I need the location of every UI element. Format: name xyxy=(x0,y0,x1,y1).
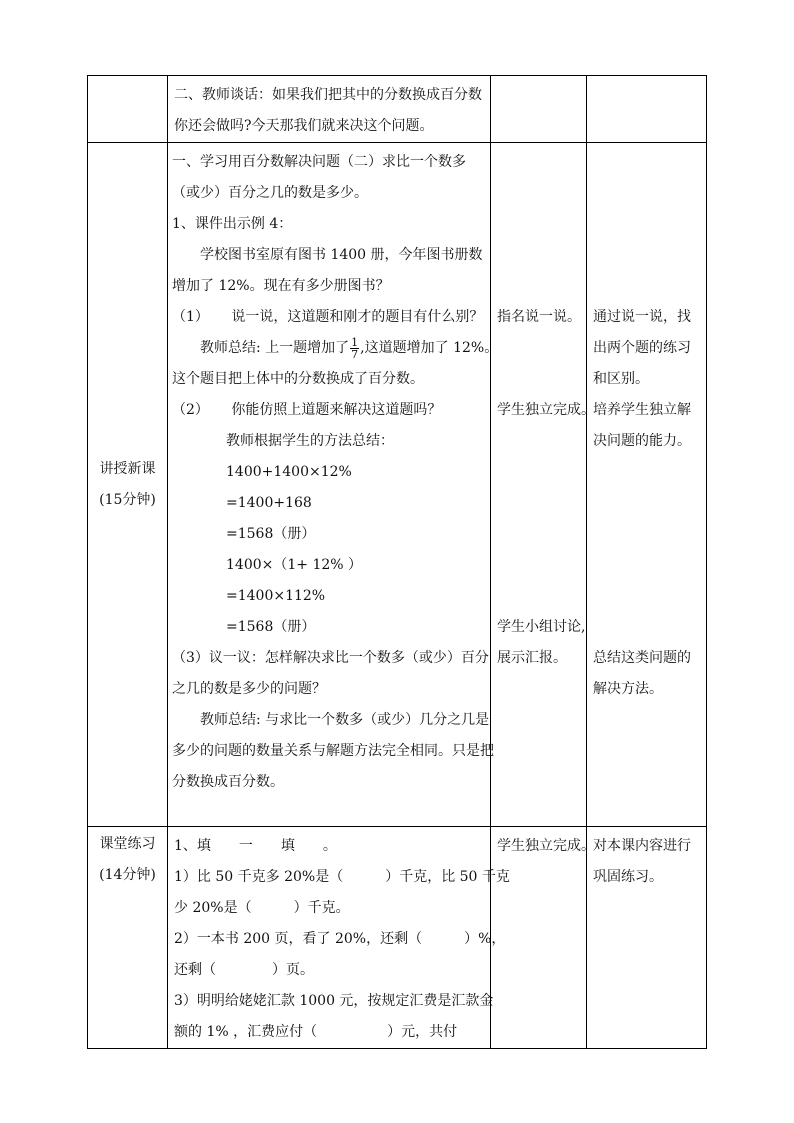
formula-line: 1400×（1+ 12% ） xyxy=(226,557,363,573)
content-line xyxy=(172,302,486,333)
exercise-line: 3）明明给姥姥汇款 1000 元，按规定汇费是汇款金 xyxy=(174,993,494,1009)
intro-line: 你还会做吗?今天那我们就来决这个问题。 xyxy=(174,118,434,134)
formula-line: =1568（册） xyxy=(226,526,316,542)
student-activity: 学生独立完成。 xyxy=(497,402,595,418)
summary-text: 教师总结: 上一题增加了 xyxy=(200,340,350,356)
main-student-cell xyxy=(491,143,595,827)
purpose-line: 通过说一说，找 xyxy=(593,309,691,325)
practice-purpose-cell xyxy=(587,827,707,1049)
purpose-line: 总结这类问题的 xyxy=(593,650,691,666)
intro-content-cell xyxy=(168,76,491,143)
purpose-line: 解决方法。 xyxy=(593,681,663,697)
formula-line: =1400×112% xyxy=(226,588,326,604)
main-content-cell xyxy=(168,143,499,827)
main-row xyxy=(88,143,707,827)
purpose-line: 对本课内容进行 xyxy=(593,838,691,854)
purpose-line: 出两个题的练习 xyxy=(593,340,691,356)
content-line xyxy=(172,333,499,364)
fraction-numerator: 1 xyxy=(351,335,359,349)
main-label-cell xyxy=(88,143,168,827)
content-line: 这个题目把上体中的分数换成了百分数。 xyxy=(172,371,424,387)
purpose-line: 培养学生独立解 xyxy=(593,402,691,418)
exercise-line: 还剩（ ）页。 xyxy=(174,962,314,978)
section-duration: (15分钟) xyxy=(99,491,156,508)
content-line: 增加了 12%。现在有多少册图书？ xyxy=(172,278,390,294)
exercise-line: 1）比 50 千克多 20%是（ ）千克，比 50 千克 xyxy=(174,869,510,885)
formula-line: 1400+1400×12% xyxy=(226,464,352,480)
student-activity: 指名说一说。 xyxy=(497,309,581,325)
item-number: （2） xyxy=(172,402,209,418)
section-duration: (14分钟) xyxy=(99,867,156,883)
item-text: 说一说，这道题和刚才的题目有什么别？ xyxy=(231,309,484,325)
practice-row xyxy=(88,827,707,1049)
lesson-plan-table xyxy=(87,75,707,1049)
intro-label-cell xyxy=(88,76,168,143)
purpose-line: 和区别。 xyxy=(593,371,649,387)
fraction-denominator: 7 xyxy=(351,347,359,361)
formula-line: =1400+168 xyxy=(226,495,312,511)
purpose-line: 决问题的能力。 xyxy=(593,433,691,449)
exercise-line: 2）一本书 200 页，看了 20%，还剩（ ）%， xyxy=(174,931,506,947)
fraction xyxy=(350,337,359,360)
content-line: 分数换成百分数。 xyxy=(172,774,284,790)
exercise-line: 少 20%是（ ）千克。 xyxy=(174,900,350,916)
practice-label-cell xyxy=(88,827,168,1049)
student-activity: 展示汇报。 xyxy=(497,650,567,666)
content-line xyxy=(172,395,486,426)
practice-content-cell xyxy=(168,827,510,1049)
content-line: （3）议一议：怎样解决求比一个数多（或少）百分 xyxy=(172,650,489,666)
section-title: 讲授新课 xyxy=(99,460,156,477)
intro-row xyxy=(88,76,707,143)
exercise-line: 1、填 一 填 。 xyxy=(174,838,337,854)
purpose-line: 巩固练习。 xyxy=(593,869,663,885)
content-line: 学校图书室原有图书 1400 册，今年图书册数 xyxy=(200,247,483,263)
item-text: 你能仿照上道题来解决这道题吗？ xyxy=(231,402,442,418)
content-line: 之几的数是多少的问题？ xyxy=(172,681,326,697)
exercise-line: 额的 1% ，汇费应付（ ）元，共付 xyxy=(174,1024,458,1040)
student-activity: 学生小组讨论, xyxy=(497,619,586,635)
summary-text: ,这道题增加了 12%。 xyxy=(360,340,499,356)
student-activity: 学生独立完成。 xyxy=(497,838,595,854)
content-line: 教师根据学生的方法总结： xyxy=(226,433,394,449)
intro-purpose-cell xyxy=(587,76,707,143)
section-title: 课堂练习 xyxy=(99,836,156,852)
content-line: （或少）百分之几的数是多少。 xyxy=(172,185,368,201)
intro-student-cell xyxy=(491,76,587,143)
content-line: 多少的问题的数量关系与解题方法完全相同。只是把 xyxy=(172,743,494,759)
content-line: 1、课件出示例 4： xyxy=(172,216,293,232)
intro-line: 二、教师谈话：如果我们把其中的分数换成百分数 xyxy=(174,87,482,103)
content-line: 一、学习用百分数解决问题（二）求比一个数多 xyxy=(172,154,466,170)
formula-line: =1568（册） xyxy=(226,619,316,635)
item-number: （1） xyxy=(172,309,209,325)
content-line: 教师总结: 与求比一个数多（或少）几分之几是 xyxy=(200,712,490,728)
main-purpose-cell xyxy=(587,143,707,827)
